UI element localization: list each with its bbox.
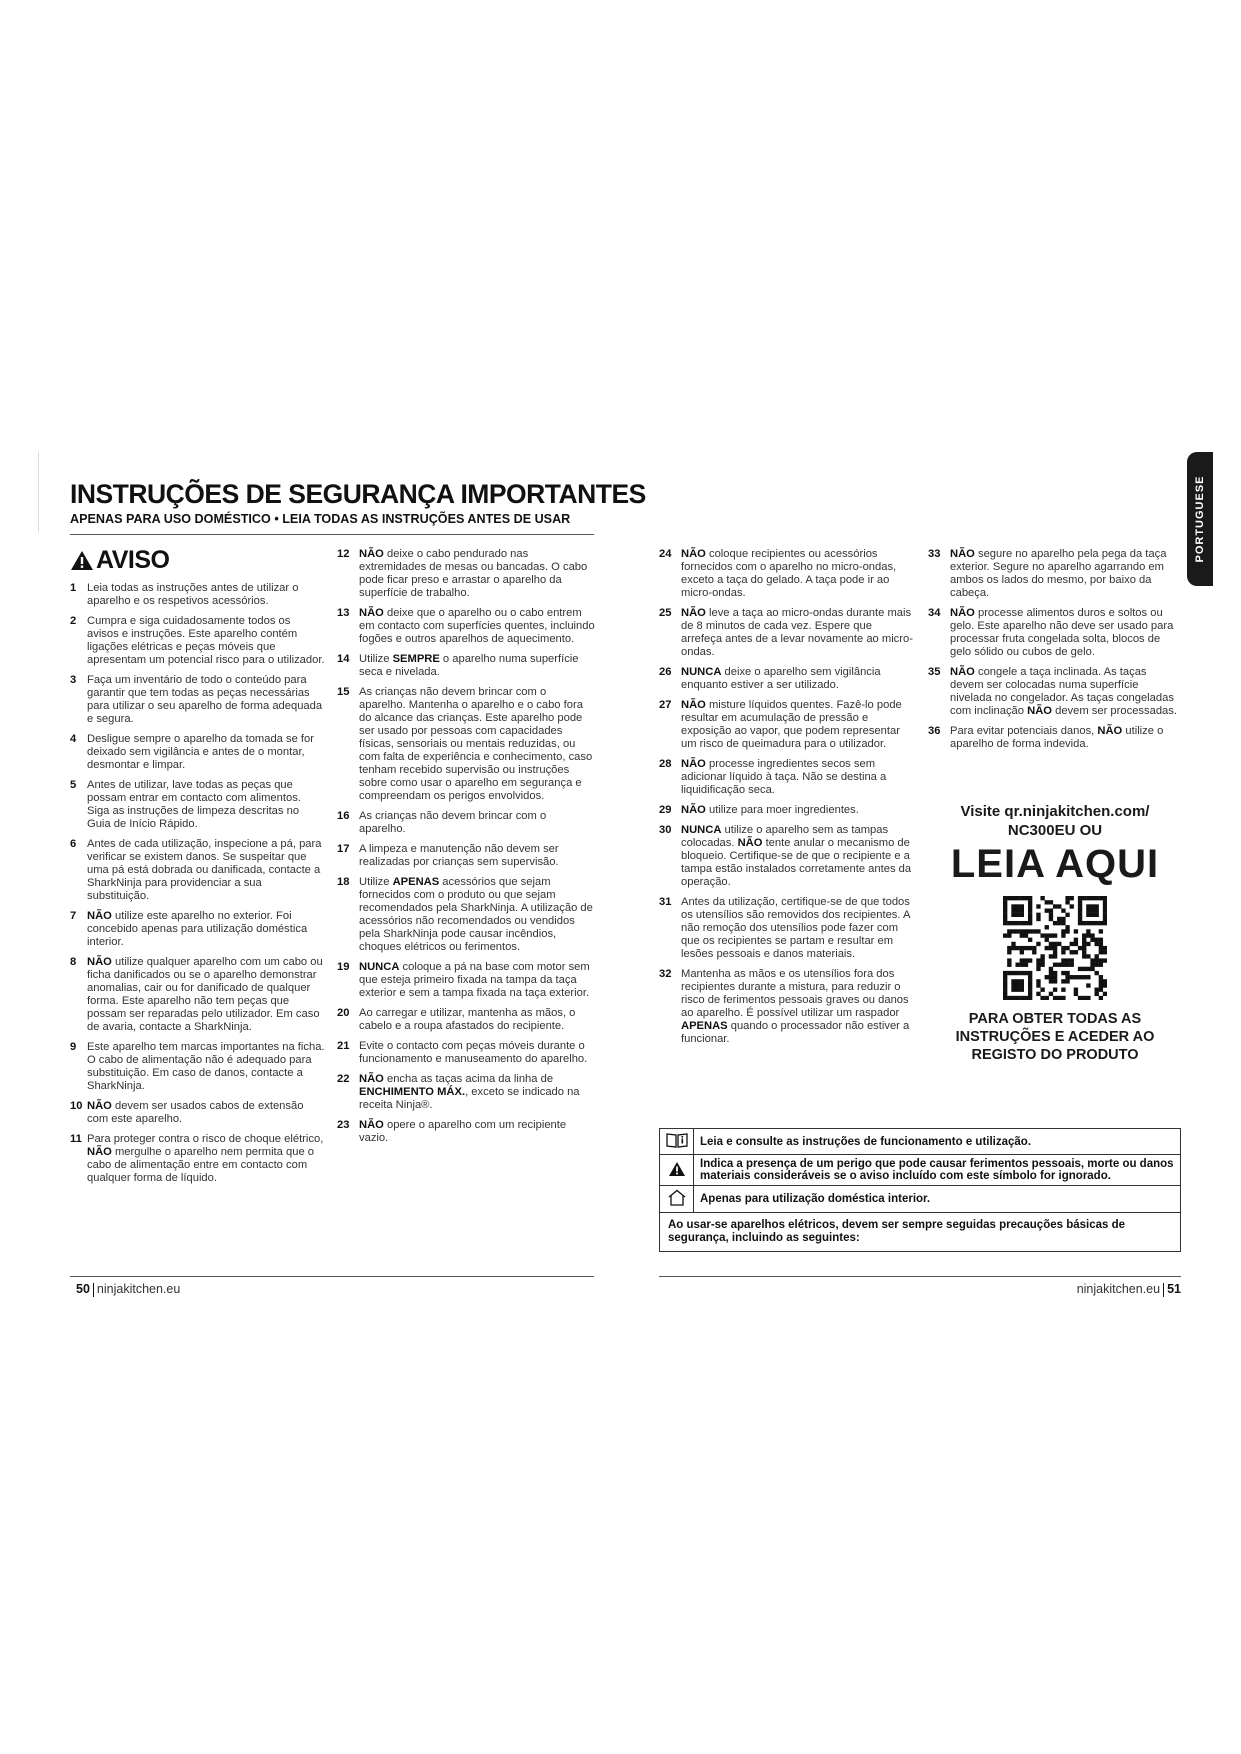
instruction-text: NÃO processe ingredientes secos sem adicionar líquido à taça. Não se destina a liquidificação seca. xyxy=(681,758,887,796)
instruction-text: Utilize APENAS acessórios que sejam fornecidos com o produto ou que sejam recomendados pela SharkNinja. A utilização de acessórios não recomendados ou vendidos pela SharkNinja pode causar incêndios, choques elétricos ou ferimentos. xyxy=(359,876,593,953)
page-edge-line xyxy=(38,452,39,532)
warning-triangle-icon xyxy=(70,550,94,571)
instruction-item xyxy=(337,961,595,1000)
instruction-text: NÃO opere o aparelho com um recipiente vazio. xyxy=(359,1119,567,1144)
instruction-text: Para evitar potenciais danos, NÃO utilize o aparelho de forma indevida. xyxy=(950,725,1164,750)
instruction-item xyxy=(70,838,325,903)
page-title: INSTRUÇÕES DE SEGURANÇA IMPORTANTES xyxy=(70,479,646,509)
instruction-item xyxy=(337,1119,595,1145)
instruction-text: NÃO devem ser usados cabos de extensão com este aparelho. xyxy=(87,1100,304,1125)
instruction-item xyxy=(337,607,595,646)
instruction-text: NÃO utilize este aparelho no exterior. Foi concebido apenas para utilização doméstica interior. xyxy=(87,910,308,948)
instruction-item xyxy=(928,666,1183,718)
manual-book-icon xyxy=(666,1132,688,1148)
instruction-number: 26 xyxy=(659,666,672,678)
instruction-item xyxy=(928,548,1183,600)
instruction-text: Antes de cada utilização, inspecione a pá, para verificar se existem danos. Se suspeitar que uma pá está dobrada ou danificada, contacte a SharkNinja para providenciar a sua substituição. xyxy=(87,838,322,902)
instruction-number: 27 xyxy=(659,699,672,711)
symbol-row-manual xyxy=(660,1129,1181,1155)
instruction-item xyxy=(70,674,325,726)
qr-leia-aqui: LEIA AQUI xyxy=(950,842,1160,886)
instruction-text: Antes da utilização, certifique-se de que todos os utensílios são removidos dos recipientes. A não remoção dos utensílios pode fazer com que os recipientes se partam e resultar em lesões pessoais e danos materiais. xyxy=(681,896,910,960)
instruction-number: 3 xyxy=(70,674,77,686)
instruction-text: NÃO segure no aparelho pela pega da taça exterior. Segure no aparelho agarrando em ambos os lados do mesmo, por baixo da cabeça. xyxy=(950,548,1167,599)
instruction-text: Este aparelho tem marcas importantes na ficha. O cabo de alimentação não é adequado para substituição. Em caso de danos, contacte a SharkNinja. xyxy=(87,1041,325,1092)
symbol-text-manual: Leia e consulte as instruções de funcionamento e utilização. xyxy=(694,1129,1181,1155)
instruction-text: NÃO congele a taça inclinada. As taças devem ser colocadas numa superfície nivelada no congelador. As taças congeladas com inclinação NÃO devem ser processadas. xyxy=(950,666,1177,717)
instruction-number: 15 xyxy=(337,686,350,698)
instruction-item xyxy=(928,607,1183,659)
symbols-table xyxy=(659,1128,1181,1252)
instruction-number: 29 xyxy=(659,804,672,816)
instruction-number: 24 xyxy=(659,548,672,560)
instruction-item xyxy=(337,1073,595,1112)
footer-rule-right xyxy=(659,1276,1181,1277)
instruction-text: Evite o contacto com peças móveis durante o funcionamento e manuseamento do aparelho. xyxy=(359,1040,588,1065)
house-icon xyxy=(667,1189,687,1206)
instruction-number: 10 xyxy=(70,1100,83,1112)
qr-section xyxy=(930,802,1180,1064)
instruction-number: 6 xyxy=(70,838,77,850)
warning-triangle-icon xyxy=(668,1161,686,1177)
instruction-item xyxy=(659,699,915,751)
instruction-number: 8 xyxy=(70,956,77,968)
instruction-item xyxy=(659,548,915,600)
instruction-item xyxy=(659,804,915,817)
symbols-footer-row xyxy=(660,1213,1181,1252)
instruction-number: 25 xyxy=(659,607,672,619)
instruction-number: 22 xyxy=(337,1073,350,1085)
instruction-text: NÃO utilize qualquer aparelho com um cabo ou ficha danificados ou se o aparelho demonstrar anomalias, cair ou for danificado de qualquer forma. Este aparelho não tem peças que possam ser reparadas pelo utilizador. Em caso de avaria, contacte a SharkNinja. xyxy=(87,956,323,1033)
symbol-row-warning xyxy=(660,1155,1181,1186)
site-link-right[interactable]: ninjakitchen.eu xyxy=(1076,1282,1161,1296)
language-tab xyxy=(1187,452,1213,586)
instruction-item xyxy=(337,686,595,803)
instruction-number: 36 xyxy=(928,725,941,737)
instruction-text: Desligue sempre o aparelho da tomada se for deixado sem vigilância e antes de o montar, desmontar e limpar. xyxy=(87,733,314,771)
instruction-item xyxy=(337,876,595,954)
instruction-item xyxy=(659,896,915,961)
instruction-number: 2 xyxy=(70,615,77,627)
instruction-text: As crianças não devem brincar com o aparelho. xyxy=(359,810,547,835)
page-subtitle: APENAS PARA USO DOMÉSTICO • LEIA TODAS AS INSTRUÇÕES ANTES DE USAR xyxy=(70,512,571,526)
instruction-item xyxy=(70,956,325,1034)
instruction-text: Leia todas as instruções antes de utilizar o aparelho e os respetivos acessórios. xyxy=(87,582,299,607)
symbols-footer-text: Ao usar-se aparelhos elétricos, devem ser sempre seguidas precauções básicas de segurança, incluindo as seguintes: xyxy=(660,1213,1181,1252)
instruction-text: Cumpra e siga cuidadosamente todos os avisos e instruções. Este aparelho contém ligações elétricas e peças móveis que apresentam um potencial risco para o utilizador. xyxy=(87,615,325,666)
instruction-text: NÃO deixe o cabo pendurado nas extremidades de mesas ou bancadas. O cabo pode ficar preso e arrastar o aparelho da superfície de trabalho. xyxy=(359,548,588,599)
instruction-number: 1 xyxy=(70,582,77,594)
instruction-text: NÃO encha as taças acima da linha de ENCHIMENTO MÁX., exceto se indicado na receita Ninja®. xyxy=(359,1073,580,1111)
instruction-item xyxy=(70,1041,325,1093)
instruction-number: 21 xyxy=(337,1040,350,1052)
instruction-text: Faça um inventário de todo o conteúdo para garantir que tem todas as peças necessárias para utilizar o seu aparelho de forma adequada e segura. xyxy=(87,674,323,725)
instruction-item xyxy=(337,1040,595,1066)
site-link-left[interactable]: ninjakitchen.eu xyxy=(96,1282,181,1296)
instruction-number: 11 xyxy=(70,1133,82,1145)
instruction-number: 4 xyxy=(70,733,77,745)
instruction-text: As crianças não devem brincar com o aparelho. Mantenha o aparelho e o cabo fora do alcance das crianças. Este aparelho pode ser usado por pessoas com capacidades físicas, sensoriais ou mentais reduzidas, ou com falta de experiência e conhecimento, caso tenham recebido supervisão ou instruções sobre como usar o aparelho em segurança e compreendam os perigos envolvidos. xyxy=(359,686,593,802)
instruction-item xyxy=(337,1007,595,1033)
qr-visit-text: Visite qr.ninjakitchen.com/ NC300EU OU xyxy=(960,803,1150,839)
instruction-number: 13 xyxy=(337,607,350,619)
footer-rule-left xyxy=(70,1276,594,1277)
symbol-text-house: Apenas para utilização doméstica interior. xyxy=(694,1186,1181,1213)
instruction-item xyxy=(337,653,595,679)
instruction-number: 33 xyxy=(928,548,941,560)
instruction-number: 5 xyxy=(70,779,77,791)
instruction-text: Para proteger contra o risco de choque elétrico, NÃO mergulhe o aparelho nem permita que o cabo de alimentação entre em contacto com qualquer forma de líquido. xyxy=(87,1133,324,1184)
instruction-number: 7 xyxy=(70,910,77,922)
instruction-text: NÃO coloque recipientes ou acessórios fornecidos com o aparelho no micro-ondas, exceto a taça do gelado. A taça pode ir ao micro-ondas. xyxy=(681,548,897,599)
page-number-right: 51 xyxy=(1167,1282,1181,1296)
instruction-number: 19 xyxy=(337,961,350,973)
instruction-number: 9 xyxy=(70,1041,77,1053)
instructions-column-2 xyxy=(337,548,595,1152)
instruction-text: NUNCA coloque a pá na base com motor sem que esteja primeiro fixada na tampa da taça exterior e sem a tampa fixada na taça exterior. xyxy=(359,961,590,999)
instruction-item xyxy=(70,1133,325,1185)
warning-label: AVISO xyxy=(96,546,170,574)
language-tab-label: PORTUGUESE xyxy=(1194,475,1206,563)
symbol-text-warning: Indica a presença de um perigo que pode causar ferimentos pessoais, morte ou danos materiais consideráveis se o aviso incluído com este símbolo for ignorado. xyxy=(694,1155,1181,1186)
instruction-number: 18 xyxy=(337,876,350,888)
instruction-text: NÃO leve a taça ao micro-ondas durante mais de 8 minutos de cada vez. Espere que arrefeça antes de a levar novamente ao micro-ondas. xyxy=(681,607,913,658)
instruction-number: 30 xyxy=(659,824,672,836)
page-number-left: 50 xyxy=(76,1282,90,1296)
instruction-item xyxy=(70,615,325,667)
instruction-number: 34 xyxy=(928,607,941,619)
instruction-item xyxy=(928,725,1183,751)
instruction-item xyxy=(337,843,595,869)
instruction-text: Antes de utilizar, lave todas as peças que possam entrar em contacto com alimentos. Siga as instruções de limpeza descritas no Guia de Início Rápido. xyxy=(87,779,301,830)
qr-purpose-text: PARA OBTER TODAS AS INSTRUÇÕES E ACEDER AO REGISTO DO PRODUTO xyxy=(955,1011,1155,1063)
instruction-text: NÃO misture líquidos quentes. Fazê-lo pode resultar em acumulação de pressão e exposição ao vapor, que podem representar um risco de queimadura para o utilizador. xyxy=(681,699,902,750)
instruction-text: NÃO deixe que o aparelho ou o cabo entrem em contacto com superfícies quentes, incluindo fogões e outros aparelhos de aquecimento. xyxy=(359,607,595,645)
instruction-item xyxy=(659,607,915,659)
instruction-item xyxy=(659,758,915,797)
instruction-item xyxy=(70,733,325,772)
instruction-item xyxy=(70,582,325,608)
footer-left xyxy=(76,1282,180,1297)
instructions-column-4 xyxy=(928,548,1183,758)
instruction-number: 17 xyxy=(337,843,350,855)
instruction-number: 35 xyxy=(928,666,941,678)
instruction-number: 28 xyxy=(659,758,672,770)
instruction-number: 12 xyxy=(337,548,350,560)
symbol-row-house xyxy=(660,1186,1181,1213)
instruction-text: Ao carregar e utilizar, mantenha as mãos, o cabelo e a roupa afastados do recipiente. xyxy=(359,1007,576,1032)
header-rule xyxy=(70,534,594,535)
instruction-item xyxy=(659,666,915,692)
instruction-number: 14 xyxy=(337,653,350,665)
instruction-text: NÃO utilize para moer ingredientes. xyxy=(681,804,859,816)
instruction-text: A limpeza e manutenção não devem ser realizadas por crianças sem supervisão. xyxy=(359,843,559,868)
instructions-column-1 xyxy=(70,582,325,1192)
footer-right xyxy=(1077,1282,1181,1297)
instruction-text: NUNCA deixe o aparelho sem vigilância enquanto estiver a ser utilizado. xyxy=(681,666,881,691)
instruction-item xyxy=(659,968,915,1046)
instruction-number: 16 xyxy=(337,810,350,822)
instruction-item xyxy=(659,824,915,889)
instructions-column-3 xyxy=(659,548,915,1053)
warning-heading xyxy=(70,546,169,575)
instruction-text: Utilize SEMPRE o aparelho numa superfície seca e nivelada. xyxy=(359,653,579,678)
instruction-text: Mantenha as mãos e os utensílios fora dos recipientes durante a mistura, para reduzir o risco de ferimentos pessoais graves ou danos ao aparelho. É possível utilizar um raspador APENAS quando o processador não estiver a funcionar. xyxy=(681,968,910,1045)
instruction-text: NÃO processe alimentos duros e soltos ou gelo. Este aparelho não deve ser usado para processar fruta congelada solta, blocos de gelo sólido ou cubos de gelo. xyxy=(950,607,1174,658)
instruction-number: 31 xyxy=(659,896,672,908)
instruction-number: 23 xyxy=(337,1119,350,1131)
instruction-item xyxy=(70,910,325,949)
instruction-text: NUNCA utilize o aparelho sem as tampas colocadas. NÃO tente anular o mecanismo de bloqueio. Certifique-se de que o recipiente e a tampa estão instalados corretamente antes da operação. xyxy=(681,824,912,888)
instruction-number: 20 xyxy=(337,1007,350,1019)
instruction-number: 32 xyxy=(659,968,672,980)
qr-code[interactable] xyxy=(1003,896,1107,1000)
instruction-item xyxy=(337,548,595,600)
instruction-item xyxy=(70,779,325,831)
instruction-item xyxy=(70,1100,325,1126)
instruction-item xyxy=(337,810,595,836)
